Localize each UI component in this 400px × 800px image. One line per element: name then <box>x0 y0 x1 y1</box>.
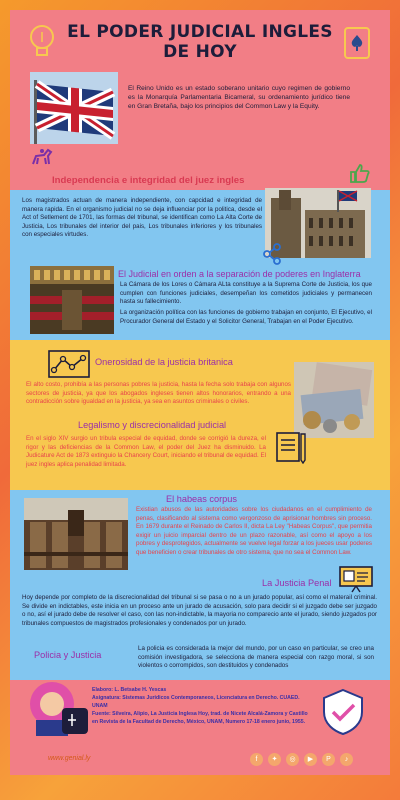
lightbulb-icon <box>28 24 56 60</box>
separacion-heading: El Judicial en orden a la separación de poderes en Inglaterra <box>118 269 361 279</box>
penal-text: Hoy depende por completo de la discrecionalidad del tribunal si se pasa o no a un jurado popular, así como el materail criminal. Se divide en indictables, este inicia en un proceso ante un jurado de acusación, solo para decidir si el juzgado debe ser juzgado o no, así el jurado debe de resolver el caso, con las non-indictable, la mayoria no comparecio ante el jurado, siendo juzgados por tribunales compuestos de magistrados profesionales y condenados por un jurado. <box>22 594 377 627</box>
legalismo-heading: Legalismo y discrecionalidad judicial <box>78 420 227 430</box>
playing-card-icon <box>343 26 371 60</box>
separacion-text-1: La Cámara de los Lores o Cámara ALta constituye a la Suprema Corte de Justicia, los que cumplen con funciones judiciales, desempeñan los cometidos judiciales y permanecen hasta su fallecimiento. <box>120 281 372 306</box>
policia-heading: Policia y Justicia <box>34 650 102 660</box>
horse-rider-icon <box>30 146 54 168</box>
habeas-text: Existian abusos de las autoridades sobre los ciudadanos en el cumplimiento de penas, clasificando al sistema como vergonzoso de aprisionar hombres sin proceso. En 1679 durante el Reinado de Carlos II, dicta La Ley "Habeas Corpus", que permitia exigir un juicio imparcial dentro de un plazo razonable, así como el apoyo a los pobres y desprotegidos, actualmente se vuelve legal forzar a los jueces usar poderes que beneficien o crear tribunales de otro sistema, que no sea el Common Law. <box>136 506 372 556</box>
legalismo-text: En el siglo XIV surgio un tribula especial de equidad, donde se corrigió la dureza, el rigor y las deficiencias de la Common Law, el poder del Juez ha disminuido. La Judicature Act de 1873 extinguio la Chancery Court, iniciando el tribunal de equidad. El juez ingles aplica penalidad limitada. <box>26 435 266 468</box>
shield-check-icon <box>318 686 368 736</box>
page-title: EL PODER JUDICIAL INGLES DE HOY <box>67 22 333 62</box>
policia-text: La policia es considerada la mejor del mundo, por un caso en particular, se creo una comisión investigadora, se selecciona de manera especial con razgo moral, si son violentos o corrompidos, son destituidos y condenados <box>138 645 374 670</box>
habeas-heading: El habeas corpus <box>166 494 237 504</box>
tiktok-icon[interactable]: ♪ <box>340 753 353 766</box>
onerosidad-heading: Onerosidad de la justicia britanica <box>95 357 233 367</box>
independencia-heading: Independencia e integridad del juez ingles <box>52 175 245 186</box>
facebook-icon[interactable]: f <box>250 753 263 766</box>
british-money-image <box>294 362 374 438</box>
onerosidad-text: El alto costo, prohibía a las personas pobres la justicia, hasta la fecha solo trabaja con algunos sectores de justicia, ya que los abogados ingleses tienen altos honorarios, entrando a una contradicción sobre igualdad en la justicia, ya sea en asuntos criminales o civiles. <box>26 381 291 406</box>
line-chart-icon <box>48 350 90 378</box>
credits-author: Elaboro: L. Betsabe H. Yescas <box>92 687 167 693</box>
instagram-icon[interactable]: ◎ <box>286 753 299 766</box>
brand-link[interactable]: www.genial.ly <box>48 755 91 762</box>
penal-heading: La Justicia Penal <box>262 578 332 588</box>
twitter-icon[interactable]: ✦ <box>268 753 281 766</box>
person-touch-illustration <box>28 674 90 736</box>
thumbs-up-icon <box>348 162 372 184</box>
pinterest-icon[interactable]: P <box>322 753 335 766</box>
independencia-text: Los magistrados actuan de manera independiente, con capcidad e integridad de manera rapida. En el organismo judicial no se deja influenciar por la politica, desde el Act of Setlement de 1701, las formas del tribunal, se identifican como La Alta Corte de Justicia, Los tribunales del interior del pais, Los tribunales inferiores y los tribunales con especiales virtudes. <box>22 197 262 239</box>
credits-subject: Asignatura: Sistemas Juridicos Contemporaneos, Licenciatura en Derecho. CUAED. UNAM <box>92 695 300 709</box>
notebook-icon <box>275 430 309 464</box>
uk-flag-image <box>30 72 118 144</box>
courtroom-image <box>24 498 128 570</box>
separacion-text-2: La organización política con las funciones de gobierno trabajan en conjunto, El Ejecutivo, el Procurador General del Estado y el Solicitor General, Trabajan en el Poder Ejecutivo. <box>120 309 372 325</box>
share-icon <box>262 243 282 265</box>
youtube-icon[interactable]: ▶ <box>304 753 317 766</box>
house-of-lords-image <box>30 266 114 334</box>
credits-source: Fuente: Silveira, Alipio, La Justicia Inglesa Hoy, trad. de Nicete Alcalá-Zamora y Castillo en Revista de la Facultad de Derecho, México, UNAM, Numero 17-18 enero junio, 1955. <box>92 711 308 725</box>
intro-text: El Reino Unido es un estado soberano unitario cuyo regimen de gobierno es la Monarquía Parlamentaria Bicameral, su ordenamiento jurídico tiene en Gran Bretaña, bajo los principios del Common Law y la Equity. <box>128 85 350 111</box>
